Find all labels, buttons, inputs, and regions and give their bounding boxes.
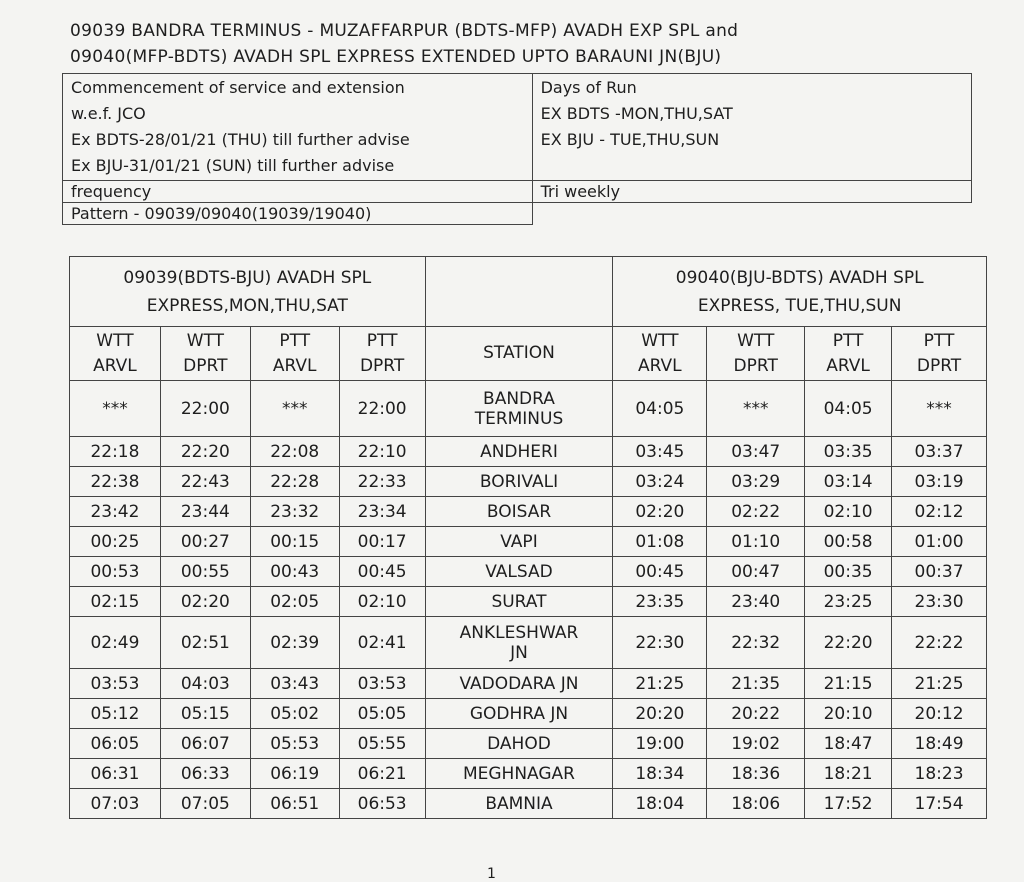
cell-up-wtt-arvl: 07:03 xyxy=(70,789,161,819)
cell-up-ptt-dprt: 06:53 xyxy=(339,789,425,819)
col-wtt-arvl-left: WTT ARVL xyxy=(70,327,161,381)
col-wtt-arvl-right: WTT ARVL xyxy=(613,327,707,381)
cell-down-ptt-arvl: 18:47 xyxy=(805,729,892,759)
table-row xyxy=(70,437,987,467)
cell-station xyxy=(425,437,613,467)
table-row xyxy=(70,497,987,527)
cell-station xyxy=(425,557,613,587)
cell-up-ptt-arvl: 05:53 xyxy=(250,729,339,759)
cell-down-wtt-arvl: 18:04 xyxy=(613,789,707,819)
cell-down-wtt-arvl: 01:08 xyxy=(613,527,707,557)
cell-down-wtt-arvl: 04:05 xyxy=(613,381,707,437)
cell-down-ptt-arvl: 02:10 xyxy=(805,497,892,527)
table-row xyxy=(70,759,987,789)
cell-down-wtt-arvl: 03:45 xyxy=(613,437,707,467)
col-ptt-arvl-left: PTT ARVL xyxy=(250,327,339,381)
cell-up-wtt-arvl: 22:18 xyxy=(70,437,161,467)
table-row xyxy=(70,789,987,819)
col-ptt-arvl-right: PTT ARVL xyxy=(805,327,892,381)
col-ptt-dprt-right: PTT DPRT xyxy=(892,327,987,381)
frequency-value: Tri weekly xyxy=(532,181,971,203)
cell-down-wtt-dprt: 00:47 xyxy=(707,557,805,587)
column-header-row xyxy=(70,327,987,381)
station-name: MEGHNAGAR xyxy=(462,763,575,784)
cell-up-wtt-arvl: 22:38 xyxy=(70,467,161,497)
cell-up-wtt-dprt: 02:51 xyxy=(160,617,250,669)
cell-down-ptt-arvl: 03:35 xyxy=(805,437,892,467)
cell-up-ptt-arvl: 22:08 xyxy=(250,437,339,467)
cell-up-ptt-dprt: 00:17 xyxy=(339,527,425,557)
cell-down-wtt-dprt: 02:22 xyxy=(707,497,805,527)
cell-up-wtt-dprt: 22:43 xyxy=(160,467,250,497)
col-wtt-dprt-right: WTT DPRT xyxy=(707,327,805,381)
cell-up-wtt-arvl: 05:12 xyxy=(70,699,161,729)
cell-up-ptt-dprt: 23:34 xyxy=(339,497,425,527)
table-row xyxy=(70,527,987,557)
cell-down-wtt-arvl: 02:20 xyxy=(613,497,707,527)
station-name: ANKLESHWAR xyxy=(459,622,579,643)
cell-down-ptt-dprt: 21:25 xyxy=(892,669,987,699)
cell-down-ptt-arvl: 00:58 xyxy=(805,527,892,557)
cell-up-ptt-dprt: 02:41 xyxy=(339,617,425,669)
station-name: VALSAD xyxy=(485,561,553,582)
cell-up-ptt-dprt: 22:00 xyxy=(339,381,425,437)
cell-up-ptt-arvl: 00:15 xyxy=(250,527,339,557)
cell-up-ptt-dprt: 22:33 xyxy=(339,467,425,497)
cell-up-wtt-arvl: 00:25 xyxy=(70,527,161,557)
cell-down-ptt-arvl: 18:21 xyxy=(805,759,892,789)
table-row xyxy=(70,617,987,669)
cell-down-ptt-dprt: 17:54 xyxy=(892,789,987,819)
cell-down-wtt-arvl: 00:45 xyxy=(613,557,707,587)
cell-up-wtt-arvl: 02:15 xyxy=(70,587,161,617)
station-name: DAHOD xyxy=(487,733,551,754)
cell-up-wtt-arvl: 00:53 xyxy=(70,557,161,587)
cell-down-wtt-dprt: 21:35 xyxy=(707,669,805,699)
cell-station xyxy=(425,759,613,789)
cell-station xyxy=(425,617,613,669)
cell-down-ptt-dprt: 03:37 xyxy=(892,437,987,467)
cell-down-wtt-dprt: 18:06 xyxy=(707,789,805,819)
cell-up-ptt-dprt: 22:10 xyxy=(339,437,425,467)
info-row-commencement xyxy=(63,74,972,181)
cell-up-ptt-arvl: 23:32 xyxy=(250,497,339,527)
cell-down-ptt-arvl: 22:20 xyxy=(805,617,892,669)
days-of-run-cell xyxy=(532,74,971,181)
cell-up-ptt-dprt: 05:05 xyxy=(339,699,425,729)
station-name: ANDHERI xyxy=(480,441,558,462)
cell-up-ptt-dprt: 06:21 xyxy=(339,759,425,789)
table-row xyxy=(70,587,987,617)
col-ptt-dprt-left: PTT DPRT xyxy=(339,327,425,381)
cell-up-ptt-arvl: 02:39 xyxy=(250,617,339,669)
station-name: BANDRA xyxy=(483,388,555,409)
table-row xyxy=(70,381,987,437)
cell-down-ptt-arvl: 20:10 xyxy=(805,699,892,729)
cell-down-ptt-dprt: 18:49 xyxy=(892,729,987,759)
cell-down-ptt-arvl: 04:05 xyxy=(805,381,892,437)
station-name: VAPI xyxy=(500,531,538,552)
table-row xyxy=(70,699,987,729)
cell-down-wtt-arvl: 19:00 xyxy=(613,729,707,759)
cell-up-ptt-arvl: 00:43 xyxy=(250,557,339,587)
cell-down-ptt-dprt: 20:12 xyxy=(892,699,987,729)
cell-down-wtt-dprt: 01:10 xyxy=(707,527,805,557)
cell-station xyxy=(425,587,613,617)
cell-station xyxy=(425,467,613,497)
cell-up-wtt-dprt: 04:03 xyxy=(160,669,250,699)
station-name-cont: JN xyxy=(510,642,528,663)
cell-station xyxy=(425,669,613,699)
cell-down-wtt-arvl: 20:20 xyxy=(613,699,707,729)
timetable xyxy=(69,256,987,819)
cell-up-wtt-dprt: 06:07 xyxy=(160,729,250,759)
cell-down-wtt-dprt: 18:36 xyxy=(707,759,805,789)
cell-down-ptt-arvl: 21:15 xyxy=(805,669,892,699)
station-name-cont: TERMINUS xyxy=(474,408,564,429)
station-name: BAMNIA xyxy=(485,793,553,814)
cell-up-wtt-dprt: 22:20 xyxy=(160,437,250,467)
table-row xyxy=(70,467,987,497)
cell-up-ptt-arvl: 06:51 xyxy=(250,789,339,819)
cell-up-ptt-arvl: 03:43 xyxy=(250,669,339,699)
commencement-cell xyxy=(63,74,533,181)
commencement-label: Commencement of service and extension xyxy=(71,78,405,97)
cell-station xyxy=(425,381,613,437)
pattern-empty xyxy=(532,203,971,225)
ex-bju-text: Ex BJU-31/01/21 (SUN) till further advise xyxy=(71,156,395,175)
col-wtt-dprt-left: WTT DPRT xyxy=(160,327,250,381)
cell-down-ptt-arvl: 23:25 xyxy=(805,587,892,617)
cell-down-ptt-arvl: 17:52 xyxy=(805,789,892,819)
cell-down-ptt-dprt: 18:23 xyxy=(892,759,987,789)
cell-up-wtt-arvl: 06:05 xyxy=(70,729,161,759)
station-name: BOISAR xyxy=(486,501,552,522)
cell-up-wtt-arvl: 06:31 xyxy=(70,759,161,789)
col-station: STATION xyxy=(425,327,613,381)
cell-up-ptt-arvl: *** xyxy=(250,381,339,437)
cell-down-wtt-dprt: 22:32 xyxy=(707,617,805,669)
cell-down-ptt-dprt: 01:00 xyxy=(892,527,987,557)
cell-down-ptt-arvl: 03:14 xyxy=(805,467,892,497)
cell-down-ptt-dprt: 00:37 xyxy=(892,557,987,587)
cell-station xyxy=(425,527,613,557)
table-row xyxy=(70,729,987,759)
train-09039-line1: 09039(BDTS-BJU) AVADH SPL xyxy=(123,267,372,288)
cell-up-wtt-arvl: 03:53 xyxy=(70,669,161,699)
station-name: BORIVALI xyxy=(479,471,559,492)
cell-down-ptt-dprt: *** xyxy=(892,381,987,437)
cell-up-ptt-arvl: 05:02 xyxy=(250,699,339,729)
cell-up-wtt-dprt: 05:15 xyxy=(160,699,250,729)
info-row-pattern xyxy=(63,203,972,225)
cell-station xyxy=(425,729,613,759)
cell-up-ptt-dprt: 05:55 xyxy=(339,729,425,759)
cell-up-ptt-dprt: 02:10 xyxy=(339,587,425,617)
cell-up-wtt-dprt: 00:55 xyxy=(160,557,250,587)
table-row xyxy=(70,557,987,587)
cell-down-wtt-arvl: 23:35 xyxy=(613,587,707,617)
cell-up-wtt-dprt: 00:27 xyxy=(160,527,250,557)
days-bdts: EX BDTS -MON,THU,SAT xyxy=(540,104,733,123)
cell-up-ptt-dprt: 03:53 xyxy=(339,669,425,699)
train-09040-header xyxy=(613,257,987,327)
timetable-body xyxy=(70,381,987,819)
cell-down-ptt-dprt: 02:12 xyxy=(892,497,987,527)
days-label: Days of Run xyxy=(540,78,637,97)
train-09040-line1: 09040(BJU-BDTS) AVADH SPL xyxy=(675,267,924,288)
title-line-1: 09039 BANDRA TERMINUS - MUZAFFARPUR (BDTS-MFP) AVADH EXP SPL and xyxy=(70,21,739,41)
cell-down-wtt-dprt: *** xyxy=(707,381,805,437)
ex-bdts-text: Ex BDTS-28/01/21 (THU) till further advise xyxy=(71,130,410,149)
cell-up-wtt-dprt: 06:33 xyxy=(160,759,250,789)
station-name: GODHRA JN xyxy=(469,703,569,724)
cell-station xyxy=(425,789,613,819)
days-bju: EX BJU - TUE,THU,SUN xyxy=(540,130,720,149)
cell-up-wtt-dprt: 22:00 xyxy=(160,381,250,437)
train-group-header-row xyxy=(70,257,987,327)
station-name: VADODARA JN xyxy=(459,673,579,694)
cell-up-wtt-arvl: 02:49 xyxy=(70,617,161,669)
cell-down-wtt-dprt: 23:40 xyxy=(707,587,805,617)
wef-text: w.e.f. JCO xyxy=(71,104,146,123)
frequency-label: frequency xyxy=(63,181,533,203)
cell-station xyxy=(425,699,613,729)
service-info-table xyxy=(62,73,972,225)
cell-down-ptt-dprt: 03:19 xyxy=(892,467,987,497)
cell-down-wtt-arvl: 03:24 xyxy=(613,467,707,497)
page-number: 1 xyxy=(487,866,496,882)
train-09039-line2: EXPRESS,MON,THU,SAT xyxy=(146,295,348,316)
cell-up-wtt-dprt: 07:05 xyxy=(160,789,250,819)
cell-up-ptt-arvl: 06:19 xyxy=(250,759,339,789)
cell-up-ptt-dprt: 00:45 xyxy=(339,557,425,587)
cell-down-ptt-arvl: 00:35 xyxy=(805,557,892,587)
cell-down-wtt-dprt: 03:29 xyxy=(707,467,805,497)
cell-down-wtt-arvl: 22:30 xyxy=(613,617,707,669)
title-line-2: 09040(MFP-BDTS) AVADH SPL EXPRESS EXTENDED UPTO BARAUNI JN(BJU) xyxy=(70,47,722,67)
station-name: SURAT xyxy=(491,591,547,612)
cell-down-ptt-dprt: 22:22 xyxy=(892,617,987,669)
cell-up-ptt-arvl: 02:05 xyxy=(250,587,339,617)
document-title xyxy=(70,18,970,70)
cell-up-wtt-dprt: 02:20 xyxy=(160,587,250,617)
cell-up-ptt-arvl: 22:28 xyxy=(250,467,339,497)
cell-up-wtt-arvl: 23:42 xyxy=(70,497,161,527)
train-09039-header xyxy=(70,257,426,327)
cell-up-wtt-arvl: *** xyxy=(70,381,161,437)
table-row xyxy=(70,669,987,699)
cell-down-wtt-dprt: 19:02 xyxy=(707,729,805,759)
pattern-text: Pattern - 09039/09040(19039/19040) xyxy=(63,203,533,225)
cell-down-wtt-arvl: 18:34 xyxy=(613,759,707,789)
group-header-blank xyxy=(425,257,613,327)
cell-down-wtt-dprt: 03:47 xyxy=(707,437,805,467)
cell-down-ptt-dprt: 23:30 xyxy=(892,587,987,617)
cell-down-wtt-dprt: 20:22 xyxy=(707,699,805,729)
cell-down-wtt-arvl: 21:25 xyxy=(613,669,707,699)
info-row-frequency xyxy=(63,181,972,203)
train-09040-line2: EXPRESS, TUE,THU,SUN xyxy=(697,295,902,316)
cell-up-wtt-dprt: 23:44 xyxy=(160,497,250,527)
cell-station xyxy=(425,497,613,527)
